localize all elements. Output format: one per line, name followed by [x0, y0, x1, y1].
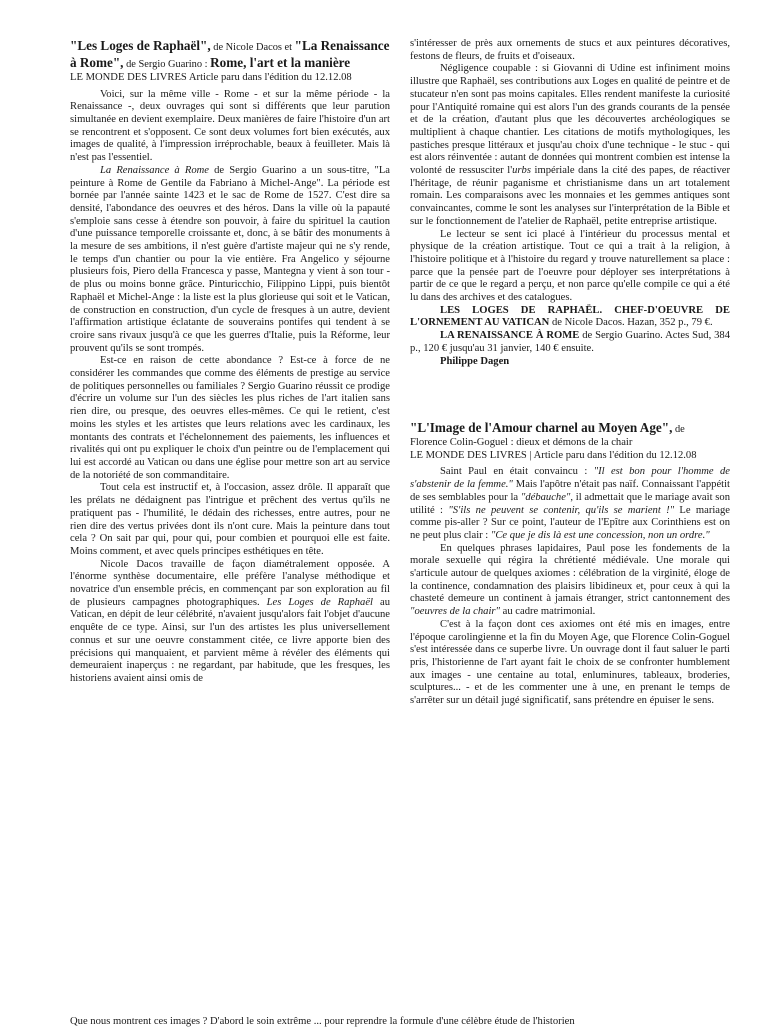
title-image-amour: "L'Image de l'Amour charnel au Moyen Age",	[410, 420, 673, 436]
article1-paragraph-2	[70, 165, 390, 356]
article1-paragraph-3: Est-ce en raison de cette abondance ? Est-ce à force de ne considérer les commandes que comme des éléments de prestige au service de politiques personnelles ou familiales ? Sergio Guarino réussit ce prodige d'écrire un volume sur l'un des siècles les plus riches de l'art italien sans rien dire, ou presque, des oeuvres elles-mêmes. Ce qui le retient, c'est moins les styles et les artistes que leurs relations avec les cardinaux, les montants des contrats et l'échelonnement des paiements, les influences et rivalités qui ont pu expliquer le choix d'un peintre ou de l'emplacement qui lui est accordé au Vatican ou dans une église pour mettre son art au service de la notoriété de son commanditaire.	[70, 355, 390, 481]
article1-source: LE MONDE DES LIVRES Article paru dans l'édition du 12.12.08	[70, 72, 352, 84]
title-author-guarino: de Sergio Guarino :	[123, 59, 211, 71]
article2-paragraph-1	[410, 466, 730, 542]
article1-title	[70, 38, 390, 72]
paragraph-5-text-a: Nicole Dacos travaille de façon diamétralement opposée. A l'énorme synthèse documentaire, elle préfère l'analyse méthodique et novatrice d'un ensemble précis, en commençant par son exploration au fil de plusieurs campagnes photographiques.	[70, 558, 390, 608]
paragraph-2-text: de Sergio Guarino a un sous-titre, "La peinture à Rome de Gentile da Fabriano à Michel-Ange". La période est bornée par l'année sainte 1423 et le sac de Rome de 1527. C'est dire sa densité, l'abondance des oeuvres et des héros. Dans la ville où la papauté s'emploie sans cesse à étendre son pouvoir, à faire du spirituel la caution d'une puissance temporelle croissante et, donc, à se bâtir des monuments à la mesure de ses ambitions, il n'est guère d'artiste majeur qui ne s'y rende, le temps d'un chantier ou pour la vie entière. Fra Angelico y séjourne plusieurs fois, Piero della Francesca y passe, Mantegna y vient à son tour - de plus ou moins bonne grâce. Pinturicchio, Filippino Lippi, puis bientôt Raphaël et Michel-Ange : la liste est la plus glorieuse qui soit et le Vatican, de construction en construction, d'un cycle de fresques à un autre, devient l'affirmation artistique éclatante de souverains pontifes qui tendent à se croire sans rivaux jusqu'à ce que les guerres d'Italie, puis la Réforme, leur prouvent qu'ils se sont trompés.	[70, 164, 390, 354]
article2-title	[410, 420, 730, 437]
quote-abstenir: "Il est bon pour l'homme de s'abstenir de la femme."	[410, 466, 730, 491]
a2p2-text-a: En quelques phrases lapidaires, Paul pose les fondements de la morale sexuelle qui régira la chrétienté médiévale. Une morale qui s'articule autour de quelques axiomes : célébration de la virginité, éloge de la continence, condamnation des plaisirs libidineux et, pour ceux à qui la chasteté demeure un continent à jamais étranger, strict cantonnement des	[410, 542, 730, 605]
book-title-renaissance: La Renaissance à Rome	[100, 164, 209, 176]
article1-paragraph-6	[410, 63, 730, 228]
next-page-text: Que nous montrent ces images ? D'abord le soin extrême ... pour reprendre la formule d'une célèbre étude de l'historien	[70, 1016, 575, 1027]
quote-concession: "Ce que je dis là est une concession, non un ordre."	[490, 529, 710, 541]
quote-marient: "S'ils ne peuvent se contenir, qu'ils se marient !"	[448, 504, 675, 516]
a2p1-text-a: Saint Paul en était convaincu :	[440, 466, 594, 478]
article1-paragraph-7: Le lecteur se sent ici placé à l'intérieur du processus mental et physique de la création artistique. Tout ce qui a trait à la religion, à l'histoire politique et à l'histoire du regard y trouve naturellement sa place : parce que la pensée part de l'oeuvre pour déployer ses interprétations à partir de ce que le regard a perçu, et non parce qu'elle compile ce qui a été lu dans des archives et des catalogues.	[410, 228, 730, 304]
paragraph-6-text-a: Négligence coupable : si Giovanni di Udine est infiniment moins illustre que Raphaël, ses contributions aux Loges en qualité de peintre et de stucateur n'en sont pas moins capitales. Elles rendent manifeste la curiosité pour l'Antiquité romaine qui est alors l'un des grands courants de la pensée et de la création, d'autant plus que les découvertes archéologiques se multiplient à chaque chantier. Les citations de motifs mythologiques, les pastiches presque littéraux et jusqu'au choix d'une technique - le stuc - qui est alors réinventée : autant de données qui montrent combien est intense la volonté de ressusciter l'	[410, 63, 730, 177]
reference-title-loges: LES LOGES DE RAPHAËL. CHEF-D'OEUVRE DE L'ORNEMENT AU VATICAN	[410, 304, 730, 329]
book-title-loges: Les Loges de Raphaël	[266, 596, 373, 608]
title-renaissance: "La Renaissance à Rome",	[70, 38, 390, 71]
reference-title-renaissance: LA RENAISSANCE À ROME	[440, 330, 580, 342]
a2p1-text-c: , il admettait que le mariage avait son utilité :	[410, 491, 730, 516]
book-reference-renaissance	[410, 330, 730, 355]
right-column	[410, 38, 730, 708]
article1-continued: s'intéresser de près aux ornements de stucs et aux peintures décoratives, festons de fleurs, de fruits et d'oiseaux.	[410, 38, 730, 62]
reference-details-renaissance: de Sergio Guarino. Actes Sud, 384 p., 120 € jusqu'au 31 janvier, 140 € ensuite.	[410, 330, 731, 354]
article2-paragraph-3: C'est à la façon dont ces axiomes ont été mis en images, entre l'époque carolingienne et la fin du Moyen Age, que Florence Colin-Goguel s'est intéressée dans ce superbe livre. Un ouvrage dont il faut saluer le parti pris, l'historienne de l'art ayant fait le choix de se confronter humblement aux images - une centaine au total, enluminures, tableaux, broderies, sculptures... - et de les commenter une à une, en prenant le temps de s'arrêter sur un détail jugé significatif, sans prétendre en épuiser le sens.	[410, 618, 730, 707]
article1-author	[410, 356, 730, 369]
article1-paragraph-1: Voici, sur la même ville - Rome - et sur la même période - la Renaissance -, deux ouvrages qui sont si différents que leur parution simultanée en devient exemplaire. Deux manières de faire l'histoire d'un art se rencontrent et s'opposent. Ce sont deux volumes fort bien exécutés, aux images de qualité, à l'impression irréprochable, beaux à feuilleter. Mais là n'est pas l'essentiel.	[70, 88, 390, 164]
article-spacer	[410, 368, 730, 420]
paragraph-6-text-b: impériale dans la cité des papes, de réactiver l'héritage, de réunir paganisme et christianisme dans un art totalement romain. Les comparaisons avec les monnaies et les gemmes antiques sont convaincantes, comme le sont les analyses sur l'interprétation de la Bible et sur le fonctionnement de l'atelier de Raphaël, petite entreprise artistique.	[410, 165, 730, 227]
article1-paragraph-4: Tout cela est instructif et, à l'occasion, assez drôle. Il apparaît que les prélats ne dédaignent pas l'intrigue et prêchent des vertus qu'ils ne pratiquent pas - l'humilité, le dédain des richesses, entre autres, pour ne rien dire des vertus privées dont ils n'ont cure. Mais la peinture dans tout cela ? On sait par qui, pour qui, pour combien et pourquoi elle est faite. Moins comment, et avec quels principes esthétiques en tête.	[70, 482, 390, 557]
reference-details-loges: de Nicole Dacos. Hazan, 352 p., 79 €.	[549, 317, 713, 329]
title-headline: Rome, l'art et la manière	[210, 55, 351, 71]
article2-paragraph-2	[410, 543, 730, 619]
article2-source: LE MONDE DES LIVRES | Article paru dans l'édition du 12.12.08	[410, 450, 697, 462]
a2p2-text-b: au cadre matrimonial.	[500, 606, 596, 618]
quote-debauche: "débauche"	[520, 491, 571, 503]
book-reference-loges	[410, 305, 730, 330]
quote-oeuvres-chair: "oeuvres de la chair"	[410, 606, 500, 618]
paragraph-5-text-b: au Vatican, en dépit de leur célébrité, n'avaient jusqu'alors fait l'objet d'aucune enquête de ce type. Ainsi, sur l'un des artistes les plus universellement connus et sur une oeuvre constamment citée, ce livre apporte bien des précisions qui manquaient, et parvient même à révéler des éléments qui demeuraient inaperçus : ne regardant, par habitude, que les fresques, les historiens avaient ainsi omis de	[70, 596, 390, 684]
a2p1-text-b: Mais l'apôtre n'était pas naïf. Connaissant l'appétit de ses semblables pour la	[410, 479, 730, 503]
title-de: de	[672, 424, 685, 436]
author-name: Philippe Dagen	[440, 355, 510, 367]
latin-word-urbs: urbs	[512, 165, 531, 177]
a2p1-text-d: Le mariage comme pis-aller ? Sur ce point, l'auteur de l'Epître aux Corinthiens est on ne peut plus clair :	[410, 504, 730, 541]
article1-paragraph-5	[70, 559, 390, 686]
article2-subtitle: Florence Colin-Goguel : dieux et démons de la chair	[410, 437, 633, 449]
left-column	[70, 38, 390, 686]
title-loges: "Les Loges de Raphaël",	[70, 38, 211, 53]
title-author-dacos: de Nicole Dacos et	[210, 42, 295, 53]
